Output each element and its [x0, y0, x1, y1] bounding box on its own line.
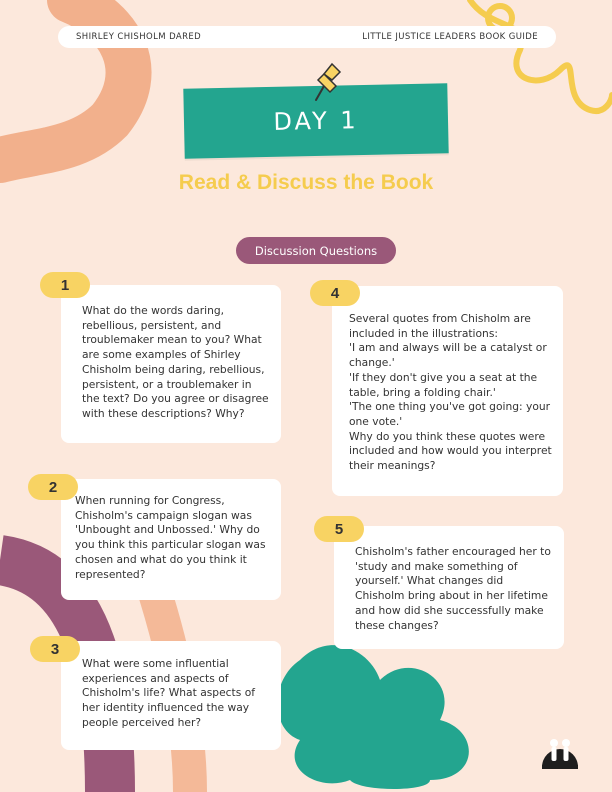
push-pin-icon: [304, 58, 344, 104]
little-justice-leaders-logo: [536, 721, 584, 783]
question-card-3: [61, 641, 281, 750]
header-left-title: SHIRLEY CHISHOLM DARED: [76, 32, 202, 42]
question-line: 'I am and always will be a catalyst or change.': [349, 341, 547, 370]
question-number-badge: 3: [30, 636, 80, 662]
question-card-1: [61, 285, 281, 443]
question-number-badge: 1: [40, 272, 90, 298]
question-line: Why do you think these quotes were included and how would you interpret their meanings?: [349, 429, 552, 473]
question-text: When running for Congress, Chisholm's campaign slogan was 'Unbought and Unbossed.' Why do you think this particular slogan was chosen and what do you think it represented?: [75, 494, 266, 581]
question-line: Several quotes from Chisholm are included in the illustrations:: [349, 312, 531, 340]
question-text: What were some influential experiences and aspects of Chisholm's life? What aspects of her identity influenced the way people perceived her?: [82, 657, 256, 729]
section-label: Discussion Questions: [254, 243, 378, 258]
question-card-2: [61, 479, 281, 600]
question-line: 'If they don't give you a seat at the table, bring a folding chair.': [349, 370, 538, 399]
question-text: What do the words daring, rebellious, persistent, and troublemaker mean to you? What are some examples of Shirley Chisholm being daring, rebellious, persistent, or a troublemaker in the text? Do you agree or disagree with these descriptions? Why?: [82, 304, 269, 420]
day-title: DAY 1: [273, 106, 359, 136]
question-number-badge: 5: [314, 516, 364, 542]
peach-swoosh-shape: [0, 0, 129, 160]
question-card-4: [332, 286, 563, 496]
question-text: Chisholm's father encouraged her to 'study and make something of yourself.' What changes did Chisholm bring about in her lifetime and how did she successfully make these changes?: [355, 545, 551, 632]
section-label-pill: [236, 237, 396, 264]
question-line: 'The one thing you've got going: your one vote.': [349, 400, 551, 428]
yellow-squiggle-shape: [470, 0, 612, 111]
header-bar: [58, 26, 556, 48]
page-subtitle: Read & Discuss the Book: [178, 171, 434, 194]
header-right-title: LITTLE JUSTICE LEADERS BOOK GUIDE: [362, 32, 538, 42]
teal-flower-shape: [278, 645, 469, 789]
question-card-5: [334, 526, 564, 649]
question-number-badge: 4: [310, 280, 360, 306]
question-number-badge: 2: [28, 474, 78, 500]
